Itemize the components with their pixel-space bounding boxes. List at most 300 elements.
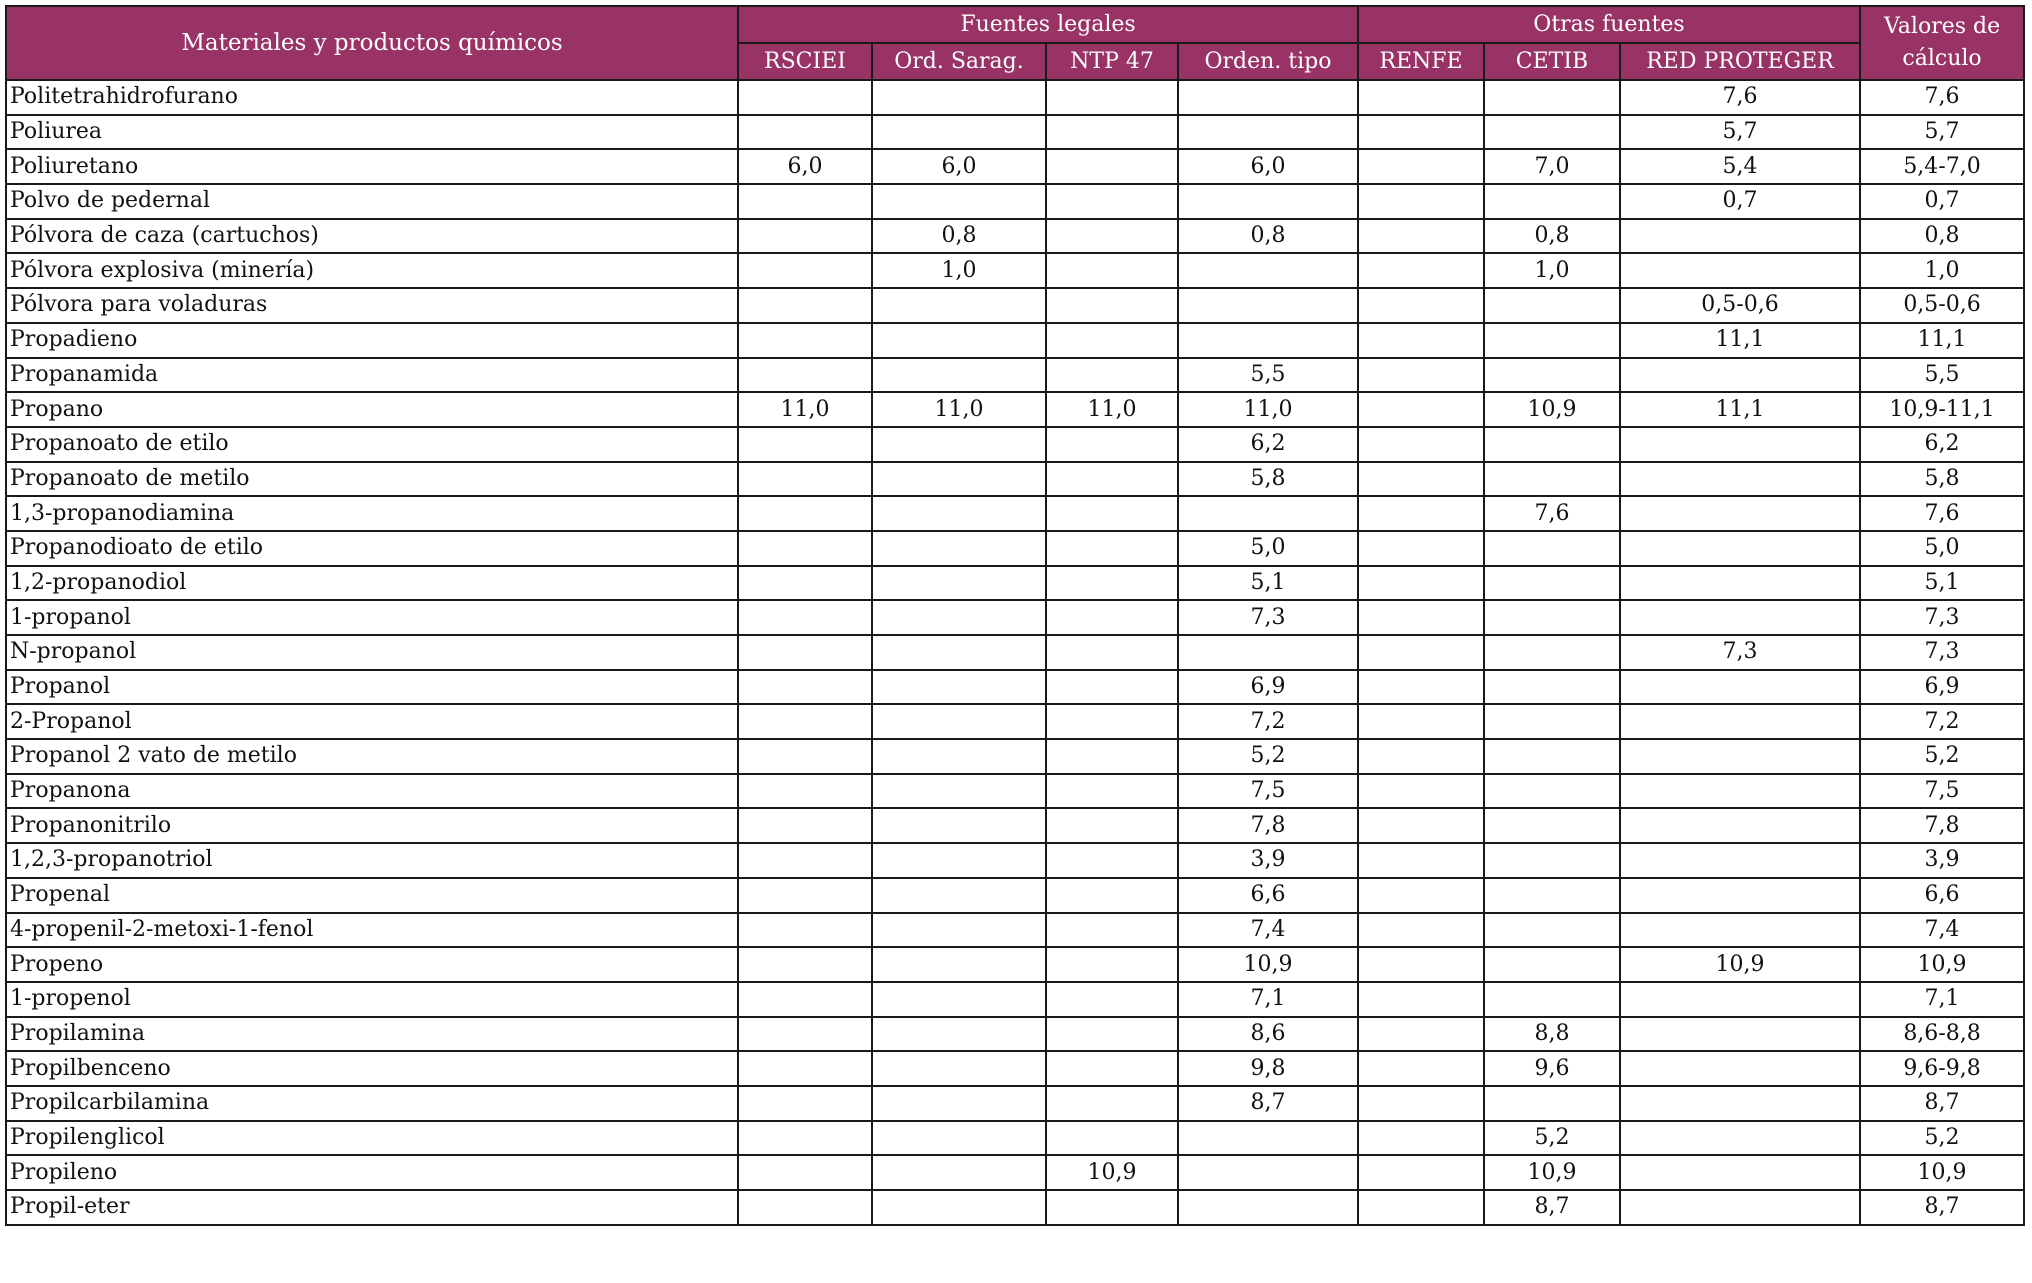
cell-cetib [1484, 1086, 1620, 1121]
cell-ntp47 [1046, 184, 1178, 219]
cell-red-proteger [1620, 427, 1860, 462]
cell-renfe [1358, 808, 1484, 843]
header-red-proteger: RED PROTEGER [1620, 43, 1860, 80]
cell-rsciei [738, 739, 872, 774]
cell-renfe [1358, 115, 1484, 150]
header-cetib: CETIB [1484, 43, 1620, 80]
cell-renfe [1358, 947, 1484, 982]
table-row [6, 358, 2024, 393]
cell-rsciei [738, 1190, 872, 1225]
cell-ntp47 [1046, 982, 1178, 1017]
cell-orden-tipo: 6,9 [1178, 670, 1358, 705]
cell-ord-sarag [872, 843, 1046, 878]
cell-rsciei [738, 531, 872, 566]
cell-ntp47 [1046, 774, 1178, 809]
header-other-sources: Otras fuentes [1358, 6, 1860, 43]
cell-cetib [1484, 600, 1620, 635]
cell-rsciei [738, 427, 872, 462]
cell-red-proteger [1620, 219, 1860, 254]
cell-orden-tipo: 5,1 [1178, 566, 1358, 601]
cell-calc-value: 5,2 [1860, 1121, 2024, 1156]
cell-rsciei [738, 843, 872, 878]
cell-ord-sarag [872, 1051, 1046, 1086]
cell-calc-value: 5,7 [1860, 115, 2024, 150]
cell-ord-sarag [872, 1017, 1046, 1052]
cell-renfe [1358, 219, 1484, 254]
cell-calc-value: 7,8 [1860, 808, 2024, 843]
cell-calc-value: 7,2 [1860, 704, 2024, 739]
cell-red-proteger: 11,1 [1620, 323, 1860, 358]
table-row [6, 323, 2024, 358]
header-ntp47: NTP 47 [1046, 43, 1178, 80]
cell-rsciei [738, 774, 872, 809]
table-row [6, 670, 2024, 705]
table-row [6, 427, 2024, 462]
cell-cetib: 10,9 [1484, 392, 1620, 427]
cell-orden-tipo: 5,0 [1178, 531, 1358, 566]
table-row [6, 982, 2024, 1017]
cell-cetib [1484, 358, 1620, 393]
cell-calc-value: 5,4-7,0 [1860, 149, 2024, 184]
cell-red-proteger [1620, 253, 1860, 288]
cell-cetib [1484, 947, 1620, 982]
cell-orden-tipo: 7,1 [1178, 982, 1358, 1017]
cell-ord-sarag [872, 670, 1046, 705]
cell-ord-sarag: 0,8 [872, 219, 1046, 254]
cell-renfe [1358, 496, 1484, 531]
cell-ntp47 [1046, 670, 1178, 705]
cell-material-name: Propanodioato de etilo [6, 531, 738, 566]
cell-red-proteger [1620, 358, 1860, 393]
cell-orden-tipo [1178, 496, 1358, 531]
cell-material-name: 2-Propanol [6, 704, 738, 739]
cell-calc-value: 0,7 [1860, 184, 2024, 219]
cell-orden-tipo: 7,8 [1178, 808, 1358, 843]
cell-ntp47 [1046, 531, 1178, 566]
header-legal-sources: Fuentes legales [738, 6, 1358, 43]
cell-orden-tipo: 7,4 [1178, 913, 1358, 948]
cell-orden-tipo: 6,6 [1178, 878, 1358, 913]
cell-orden-tipo: 5,2 [1178, 739, 1358, 774]
cell-calc-value: 11,1 [1860, 323, 2024, 358]
cell-red-proteger: 11,1 [1620, 392, 1860, 427]
cell-red-proteger: 0,5-0,6 [1620, 288, 1860, 323]
cell-ntp47 [1046, 600, 1178, 635]
cell-rsciei [738, 878, 872, 913]
cell-calc-value: 7,3 [1860, 635, 2024, 670]
cell-red-proteger [1620, 531, 1860, 566]
cell-ord-sarag [872, 80, 1046, 115]
cell-material-name: 1,2,3-propanotriol [6, 843, 738, 878]
cell-cetib [1484, 808, 1620, 843]
cell-material-name: Propanoato de metilo [6, 462, 738, 497]
cell-ntp47 [1046, 288, 1178, 323]
cell-calc-value: 5,8 [1860, 462, 2024, 497]
table-row [6, 288, 2024, 323]
cell-rsciei [738, 1121, 872, 1156]
cell-calc-value: 10,9-11,1 [1860, 392, 2024, 427]
cell-cetib: 7,0 [1484, 149, 1620, 184]
cell-red-proteger [1620, 878, 1860, 913]
table-row [6, 253, 2024, 288]
cell-ord-sarag [872, 878, 1046, 913]
cell-ord-sarag [872, 323, 1046, 358]
cell-renfe [1358, 635, 1484, 670]
cell-material-name: 1-propenol [6, 982, 738, 1017]
table-row [6, 635, 2024, 670]
cell-renfe [1358, 1017, 1484, 1052]
cell-red-proteger [1620, 982, 1860, 1017]
cell-orden-tipo: 6,2 [1178, 427, 1358, 462]
header-orden-tipo: Orden. tipo [1178, 43, 1358, 80]
cell-material-name: Propano [6, 392, 738, 427]
table-row [6, 1155, 2024, 1190]
cell-rsciei [738, 1017, 872, 1052]
cell-rsciei [738, 115, 872, 150]
cell-ntp47 [1046, 149, 1178, 184]
table-row [6, 149, 2024, 184]
cell-calc-value: 8,6-8,8 [1860, 1017, 2024, 1052]
cell-cetib [1484, 80, 1620, 115]
cell-cetib [1484, 427, 1620, 462]
cell-ntp47 [1046, 496, 1178, 531]
header-calc-values-line1: Valores de [1883, 14, 2001, 39]
table-row [6, 566, 2024, 601]
cell-cetib [1484, 462, 1620, 497]
cell-red-proteger: 0,7 [1620, 184, 1860, 219]
cell-red-proteger: 10,9 [1620, 947, 1860, 982]
cell-cetib [1484, 913, 1620, 948]
cell-red-proteger [1620, 843, 1860, 878]
cell-material-name: Propanol [6, 670, 738, 705]
cell-material-name: Pólvora para voladuras [6, 288, 738, 323]
cell-renfe [1358, 1051, 1484, 1086]
cell-orden-tipo: 10,9 [1178, 947, 1358, 982]
cell-rsciei [738, 323, 872, 358]
cell-orden-tipo: 9,8 [1178, 1051, 1358, 1086]
cell-ord-sarag [872, 115, 1046, 150]
cell-material-name: Propanoato de etilo [6, 427, 738, 462]
cell-calc-value: 7,5 [1860, 774, 2024, 809]
cell-ntp47 [1046, 358, 1178, 393]
cell-ord-sarag [872, 982, 1046, 1017]
cell-calc-value: 5,1 [1860, 566, 2024, 601]
cell-calc-value: 5,5 [1860, 358, 2024, 393]
cell-material-name: Propanamida [6, 358, 738, 393]
cell-rsciei [738, 982, 872, 1017]
cell-cetib [1484, 982, 1620, 1017]
cell-rsciei [738, 219, 872, 254]
cell-cetib [1484, 288, 1620, 323]
cell-red-proteger [1620, 566, 1860, 601]
cell-ntp47 [1046, 323, 1178, 358]
cell-rsciei [738, 358, 872, 393]
table-row [6, 739, 2024, 774]
cell-red-proteger [1620, 774, 1860, 809]
cell-orden-tipo: 7,2 [1178, 704, 1358, 739]
header-calc-values-line2: cálculo [1902, 46, 1982, 71]
cell-rsciei [738, 947, 872, 982]
cell-orden-tipo: 7,3 [1178, 600, 1358, 635]
cell-orden-tipo [1178, 253, 1358, 288]
cell-renfe [1358, 392, 1484, 427]
cell-ntp47 [1046, 566, 1178, 601]
cell-red-proteger: 5,7 [1620, 115, 1860, 150]
table-row [6, 947, 2024, 982]
cell-renfe [1358, 358, 1484, 393]
cell-material-name: Propeno [6, 947, 738, 982]
cell-rsciei [738, 184, 872, 219]
cell-material-name: N-propanol [6, 635, 738, 670]
cell-calc-value: 3,9 [1860, 843, 2024, 878]
cell-orden-tipo [1178, 184, 1358, 219]
cell-ntp47 [1046, 1086, 1178, 1121]
cell-material-name: Propanol 2 vato de metilo [6, 739, 738, 774]
cell-orden-tipo [1178, 635, 1358, 670]
table-row [6, 1121, 2024, 1156]
cell-ord-sarag [872, 1086, 1046, 1121]
cell-renfe [1358, 531, 1484, 566]
cell-calc-value: 0,5-0,6 [1860, 288, 2024, 323]
cell-ntp47: 10,9 [1046, 1155, 1178, 1190]
cell-ord-sarag [872, 566, 1046, 601]
cell-material-name: Propilamina [6, 1017, 738, 1052]
cell-ord-sarag [872, 358, 1046, 393]
cell-red-proteger [1620, 739, 1860, 774]
cell-ord-sarag: 1,0 [872, 253, 1046, 288]
cell-red-proteger [1620, 496, 1860, 531]
cell-cetib [1484, 878, 1620, 913]
cell-cetib: 7,6 [1484, 496, 1620, 531]
cell-material-name: 1,2-propanodiol [6, 566, 738, 601]
cell-cetib [1484, 566, 1620, 601]
cell-calc-value: 7,4 [1860, 913, 2024, 948]
cell-renfe [1358, 739, 1484, 774]
cell-cetib: 8,7 [1484, 1190, 1620, 1225]
cell-red-proteger [1620, 462, 1860, 497]
cell-calc-value: 7,3 [1860, 600, 2024, 635]
header-calc-values [1860, 6, 2024, 80]
cell-rsciei [738, 462, 872, 497]
cell-ntp47 [1046, 219, 1178, 254]
header-renfe: RENFE [1358, 43, 1484, 80]
cell-renfe [1358, 878, 1484, 913]
cell-calc-value: 7,1 [1860, 982, 2024, 1017]
cell-cetib [1484, 184, 1620, 219]
cell-orden-tipo [1178, 1155, 1358, 1190]
table-row [6, 80, 2024, 115]
cell-material-name: Propenal [6, 878, 738, 913]
cell-ntp47 [1046, 1121, 1178, 1156]
table-row [6, 1086, 2024, 1121]
cell-orden-tipo: 5,8 [1178, 462, 1358, 497]
cell-renfe [1358, 704, 1484, 739]
cell-orden-tipo: 7,5 [1178, 774, 1358, 809]
table-row [6, 808, 2024, 843]
cell-calc-value: 8,7 [1860, 1190, 2024, 1225]
cell-rsciei [738, 704, 872, 739]
table-row [6, 531, 2024, 566]
cell-material-name: Propanona [6, 774, 738, 809]
cell-renfe [1358, 427, 1484, 462]
cell-ntp47 [1046, 739, 1178, 774]
cell-calc-value: 8,7 [1860, 1086, 2024, 1121]
cell-calc-value: 10,9 [1860, 1155, 2024, 1190]
table-row [6, 1051, 2024, 1086]
cell-renfe [1358, 1086, 1484, 1121]
cell-calc-value: 5,0 [1860, 531, 2024, 566]
cell-red-proteger [1620, 670, 1860, 705]
header-material: Materiales y productos químicos [6, 6, 738, 80]
cell-rsciei [738, 913, 872, 948]
cell-ntp47 [1046, 1017, 1178, 1052]
cell-calc-value: 5,2 [1860, 739, 2024, 774]
cell-ntp47 [1046, 80, 1178, 115]
table-row [6, 219, 2024, 254]
cell-renfe [1358, 323, 1484, 358]
cell-orden-tipo [1178, 1190, 1358, 1225]
header-rsciei: RSCIEI [738, 43, 872, 80]
cell-renfe [1358, 566, 1484, 601]
table-row [6, 462, 2024, 497]
cell-red-proteger: 7,3 [1620, 635, 1860, 670]
cell-cetib [1484, 704, 1620, 739]
cell-ord-sarag [872, 600, 1046, 635]
cell-red-proteger [1620, 1155, 1860, 1190]
cell-renfe [1358, 600, 1484, 635]
cell-orden-tipo [1178, 1121, 1358, 1156]
cell-ord-sarag [872, 427, 1046, 462]
cell-cetib: 1,0 [1484, 253, 1620, 288]
cell-cetib [1484, 635, 1620, 670]
table-row [6, 392, 2024, 427]
table-header [6, 6, 2024, 80]
table-row [6, 184, 2024, 219]
table-container [5, 5, 2025, 1226]
cell-ord-sarag [872, 1121, 1046, 1156]
cell-material-name: Propilenglicol [6, 1121, 738, 1156]
cell-material-name: 1-propanol [6, 600, 738, 635]
cell-rsciei [738, 1155, 872, 1190]
cell-ntp47 [1046, 115, 1178, 150]
cell-red-proteger [1620, 1121, 1860, 1156]
cell-renfe [1358, 1190, 1484, 1225]
cell-renfe [1358, 184, 1484, 219]
cell-red-proteger [1620, 913, 1860, 948]
cell-material-name: Poliurea [6, 115, 738, 150]
cell-ord-sarag [872, 808, 1046, 843]
cell-cetib [1484, 531, 1620, 566]
cell-cetib [1484, 774, 1620, 809]
cell-red-proteger: 7,6 [1620, 80, 1860, 115]
cell-calc-value: 1,0 [1860, 253, 2024, 288]
cell-material-name: 1,3-propanodiamina [6, 496, 738, 531]
cell-red-proteger [1620, 1086, 1860, 1121]
header-ord-sarag: Ord. Sarag. [872, 43, 1046, 80]
cell-calc-value: 7,6 [1860, 496, 2024, 531]
cell-red-proteger [1620, 1190, 1860, 1225]
cell-cetib [1484, 323, 1620, 358]
cell-material-name: 4-propenil-2-metoxi-1-fenol [6, 913, 738, 948]
cell-ord-sarag: 6,0 [872, 149, 1046, 184]
cell-ntp47 [1046, 843, 1178, 878]
table-row [6, 704, 2024, 739]
cell-cetib: 10,9 [1484, 1155, 1620, 1190]
cell-red-proteger [1620, 600, 1860, 635]
cell-renfe [1358, 253, 1484, 288]
cell-orden-tipo: 11,0 [1178, 392, 1358, 427]
cell-ord-sarag [872, 462, 1046, 497]
table-row [6, 774, 2024, 809]
cell-renfe [1358, 80, 1484, 115]
cell-ntp47 [1046, 704, 1178, 739]
cell-orden-tipo: 5,5 [1178, 358, 1358, 393]
table-row [6, 913, 2024, 948]
cell-ntp47 [1046, 253, 1178, 288]
cell-rsciei: 6,0 [738, 149, 872, 184]
cell-orden-tipo [1178, 80, 1358, 115]
cell-calc-value: 9,6-9,8 [1860, 1051, 2024, 1086]
cell-rsciei [738, 566, 872, 601]
table-row [6, 115, 2024, 150]
cell-cetib [1484, 739, 1620, 774]
cell-ord-sarag [872, 739, 1046, 774]
cell-red-proteger: 5,4 [1620, 149, 1860, 184]
cell-renfe [1358, 1155, 1484, 1190]
table-row [6, 496, 2024, 531]
cell-ntp47 [1046, 947, 1178, 982]
cell-ntp47 [1046, 1051, 1178, 1086]
cell-renfe [1358, 913, 1484, 948]
cell-rsciei: 11,0 [738, 392, 872, 427]
cell-orden-tipo [1178, 115, 1358, 150]
cell-orden-tipo [1178, 288, 1358, 323]
cell-ntp47 [1046, 462, 1178, 497]
cell-material-name: Polvo de pedernal [6, 184, 738, 219]
cell-cetib [1484, 843, 1620, 878]
cell-orden-tipo: 3,9 [1178, 843, 1358, 878]
cell-orden-tipo: 0,8 [1178, 219, 1358, 254]
cell-calc-value: 6,6 [1860, 878, 2024, 913]
cell-rsciei [738, 253, 872, 288]
cell-cetib: 0,8 [1484, 219, 1620, 254]
cell-renfe [1358, 774, 1484, 809]
cell-material-name: Propilbenceno [6, 1051, 738, 1086]
cell-calc-value: 10,9 [1860, 947, 2024, 982]
cell-rsciei [738, 670, 872, 705]
table-row [6, 878, 2024, 913]
cell-material-name: Propadieno [6, 323, 738, 358]
cell-cetib [1484, 115, 1620, 150]
cell-renfe [1358, 670, 1484, 705]
table-row [6, 1017, 2024, 1052]
cell-ord-sarag [872, 288, 1046, 323]
cell-ntp47 [1046, 878, 1178, 913]
cell-orden-tipo [1178, 323, 1358, 358]
cell-rsciei [738, 1051, 872, 1086]
cell-rsciei [738, 808, 872, 843]
cell-rsciei [738, 496, 872, 531]
cell-ord-sarag [872, 1155, 1046, 1190]
cell-renfe [1358, 843, 1484, 878]
cell-red-proteger [1620, 1051, 1860, 1086]
cell-ord-sarag [872, 913, 1046, 948]
cell-rsciei [738, 600, 872, 635]
cell-material-name: Poliuretano [6, 149, 738, 184]
cell-red-proteger [1620, 704, 1860, 739]
cell-orden-tipo: 6,0 [1178, 149, 1358, 184]
cell-material-name: Pólvora explosiva (minería) [6, 253, 738, 288]
